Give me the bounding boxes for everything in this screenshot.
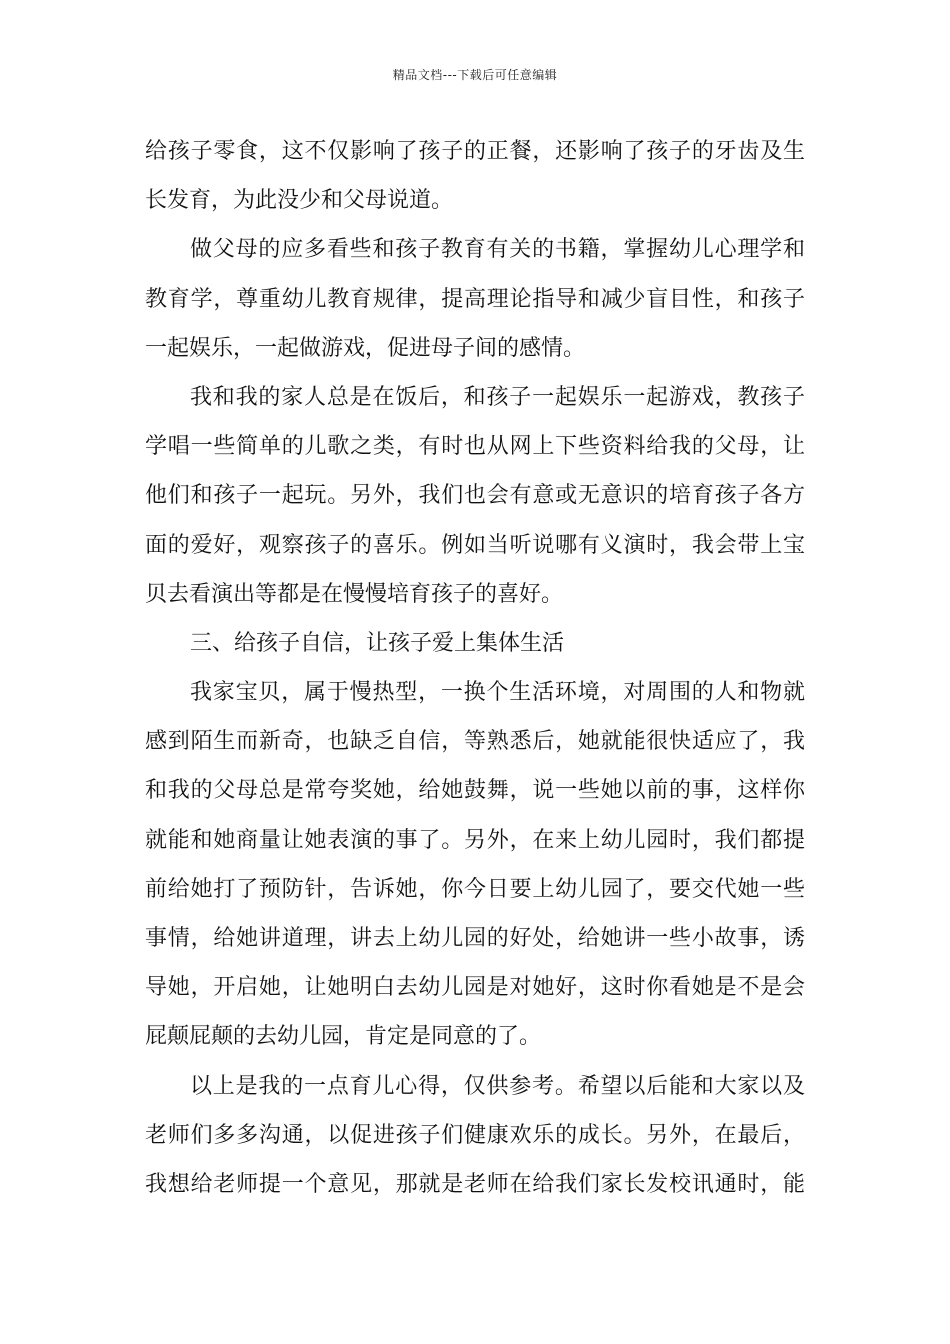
text-line: 屁颠屁颠的去幼儿园，肯定是同意的了。 [145, 1024, 542, 1050]
text-line: 感到陌生而新奇，也缺乏自信，等熟悉后，她就能很快适应了，我 [145, 729, 805, 755]
text-line: 面的爱好，观察孩子的喜乐。例如当听说哪有义演时，我会带上宝 [145, 532, 805, 558]
text-line: 导她，开启她，让她明白去幼儿园是对她好，这时你看她是不是会 [145, 975, 805, 1001]
text-line: 和我的父母总是常夸奖她，给她鼓舞，说一些她以前的事，这样你 [145, 778, 805, 804]
text-line: 做父母的应多看些和孩子教育有关的书籍，掌握幼儿心理学和 [190, 237, 805, 263]
text-line: 事情，给她讲道理，讲去上幼儿园的好处，给她讲一些小故事，诱 [145, 926, 805, 951]
text-line: 三、给孩子自信，让孩子爱上集体生活 [190, 630, 565, 656]
text-line: 学唱一些简单的儿歌之类，有时也从网上下些资料给我的父母，让 [145, 434, 805, 460]
text-line: 给孩子零食，这不仅影响了孩子的正餐，还影响了孩子的牙齿及生 [145, 139, 805, 164]
text-line: 就能和她商量让她表演的事了。另外，在来上幼儿园时，我们都提 [145, 827, 805, 853]
text-line: 老师们多多沟通，以促进孩子们健康欢乐的成长。另外，在最后， [145, 1122, 805, 1148]
text-line: 教育学，尊重幼儿教育规律，提高理论指导和减少盲目性，和孩子 [145, 286, 805, 312]
text-line: 我和我的家人总是在饭后，和孩子一起娱乐一起游戏，教孩子 [190, 384, 805, 410]
text-line: 我想给老师提一个意见，那就是老师在给我们家长发校讯通时，能 [145, 1171, 805, 1197]
text-line: 他们和孩子一起玩。另外，我们也会有意或无意识的培育孩子各方 [145, 483, 805, 509]
text-line: 我家宝贝，属于慢热型，一换个生活环境，对周围的人和物就 [190, 680, 805, 706]
text-line: 以上是我的一点育儿心得，仅供参考。希望以后能和大家以及 [190, 1073, 805, 1099]
document-body [145, 127, 805, 1209]
text-line: 一起娱乐，一起做游戏，促进母子间的感情。 [145, 335, 586, 361]
text-line: 前给她打了预防针，告诉她，你今日要上幼儿园了，要交代她一些 [145, 876, 805, 902]
text-line: 长发育，为此没少和父母说道。 [145, 188, 454, 214]
page-header: 精品文档---下载后可任意编辑 [392, 68, 558, 82]
text-line: 贝去看演出等都是在慢慢培育孩子的喜好。 [145, 581, 564, 607]
